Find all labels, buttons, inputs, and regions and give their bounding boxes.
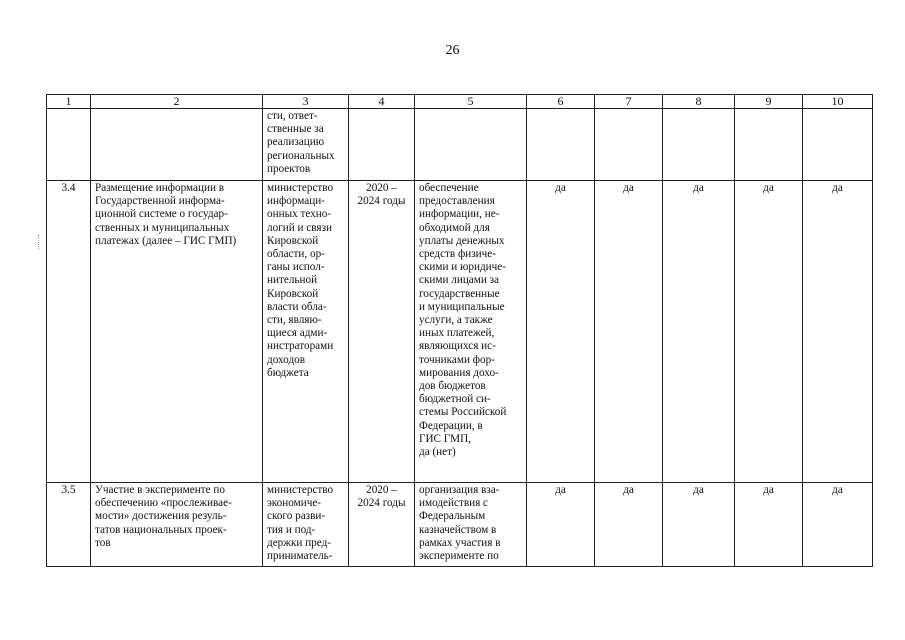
table-cell <box>803 109 873 181</box>
header-cell: 8 <box>663 95 735 109</box>
continuation-row <box>47 109 873 181</box>
value-cell: да <box>663 181 735 483</box>
value-cell: да <box>527 483 595 567</box>
header-cell: 3 <box>263 95 349 109</box>
event-cell: Размещение информации в Государственной информа- ционной системе о государ- ственных и муниципальных платежах (далее – ГИС ГМП) <box>91 181 263 483</box>
table-cell <box>349 109 415 181</box>
table-cell <box>735 109 803 181</box>
result-cell: обеспечение предоставления информации, не- обходимой для уплаты денежных средств физиче- скими и юридиче- скими лицами за государственные и муниципальные услуги, а также иных платежей, являющихся ис- точниками фор- мирования дохо- дов бюджетов бюджетной си- стемы Российской Федерации, в ГИС ГМП, да (нет) <box>415 181 527 483</box>
header-cell: 5 <box>415 95 527 109</box>
table-cell <box>91 109 263 181</box>
value-cell: да <box>595 181 663 483</box>
row-number: 3.5 <box>47 483 91 567</box>
period-cell: 2020 – 2024 годы <box>349 181 415 483</box>
table-cell <box>415 109 527 181</box>
header-cell: 10 <box>803 95 873 109</box>
value-cell: да <box>735 181 803 483</box>
responsible-cell: министерство экономиче- ского разви- тия и под- держки пред- приниматель- <box>263 483 349 567</box>
responsible-cell: министерство информаци- онных техно- логий и связи Кировской области, ор- ганы испол- нительной Кировской власти обла- сти, являю- щиеся адми- нистраторами доходов бюджета <box>263 181 349 483</box>
margin-mark <box>38 235 40 249</box>
row-number: 3.4 <box>47 181 91 483</box>
measures-table <box>46 94 873 567</box>
event-cell: Участие в эксперименте по обеспечению «прослеживае- мости» достижения резуль- татов национальных проек- тов <box>91 483 263 567</box>
header-cell: 2 <box>91 95 263 109</box>
value-cell: да <box>803 483 873 567</box>
table-row <box>47 483 873 567</box>
table-cell <box>47 109 91 181</box>
header-cell: 1 <box>47 95 91 109</box>
page-number: 26 <box>445 43 460 58</box>
table-row <box>47 181 873 483</box>
table-cell <box>595 109 663 181</box>
result-cell: организация вза- имодействия с Федеральным казначейством в рамках участия в эксперименте по <box>415 483 527 567</box>
header-cell: 7 <box>595 95 663 109</box>
header-cell: 4 <box>349 95 415 109</box>
table-cell <box>527 109 595 181</box>
value-cell: да <box>803 181 873 483</box>
responsible-cell: сти, ответ- ственные за реализацию региональных проектов <box>263 109 349 181</box>
header-cell: 9 <box>735 95 803 109</box>
value-cell: да <box>595 483 663 567</box>
value-cell: да <box>527 181 595 483</box>
period-cell: 2020 – 2024 годы <box>349 483 415 567</box>
header-cell: 6 <box>527 95 595 109</box>
value-cell: да <box>663 483 735 567</box>
table-cell <box>663 109 735 181</box>
value-cell: да <box>735 483 803 567</box>
header-row <box>47 95 873 109</box>
